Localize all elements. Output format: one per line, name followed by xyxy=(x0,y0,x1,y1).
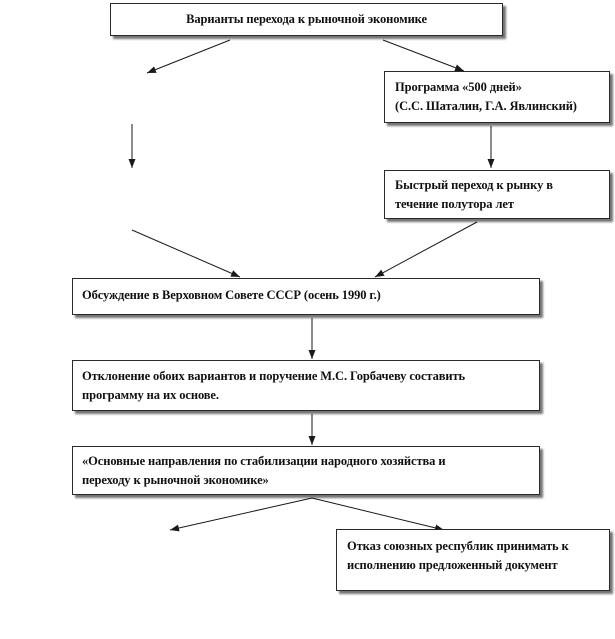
rejection-box xyxy=(72,360,540,411)
rejection-line1: Отклонение обоих вариантов и поручение М.С. Горбачеву составить xyxy=(82,369,466,383)
program-500-days-line1: Программа «500 дней» xyxy=(395,80,522,94)
basic-directions-line2: переходу к рыночной экономике» xyxy=(82,473,269,487)
supreme-soviet-discussion-box xyxy=(72,278,540,315)
fast-transition-line1: Быстрый переход к рынку в xyxy=(395,178,553,192)
basic-directions-line1: «Основные направления по стабилизации народного хозяйства и xyxy=(82,454,446,468)
fast-transition-box xyxy=(384,170,610,219)
arrow-basic-to-refusal xyxy=(312,498,444,530)
program-500-days-box xyxy=(384,71,610,123)
program-500-days-line2: (С.С. Шаталин, Г.А. Явлинский) xyxy=(395,99,577,113)
arrow-title-to-program-500 xyxy=(383,40,464,71)
supreme-soviet-discussion-text: Обсуждение в Верховном Совете СССР (осень 1990 г.) xyxy=(82,288,381,302)
arrow-title-to-left-branch xyxy=(147,40,230,73)
republics-refusal-box xyxy=(336,529,610,591)
arrow-left-branch-to-discussion xyxy=(132,230,240,277)
fast-transition-line2: течение полутора лет xyxy=(395,197,514,211)
republics-refusal-line2: исполнению предложенный документ xyxy=(347,558,558,572)
arrow-fast-to-discussion xyxy=(375,222,477,277)
rejection-line2: программу на их основе. xyxy=(82,388,219,402)
transition-options-box xyxy=(110,3,503,36)
transition-options-title: Варианты перехода к рыночной экономике xyxy=(186,12,427,26)
republics-refusal-line1: Отказ союзных республик принимать к xyxy=(347,539,569,553)
basic-directions-box xyxy=(72,446,540,495)
arrow-basic-to-left-branch xyxy=(170,498,312,530)
